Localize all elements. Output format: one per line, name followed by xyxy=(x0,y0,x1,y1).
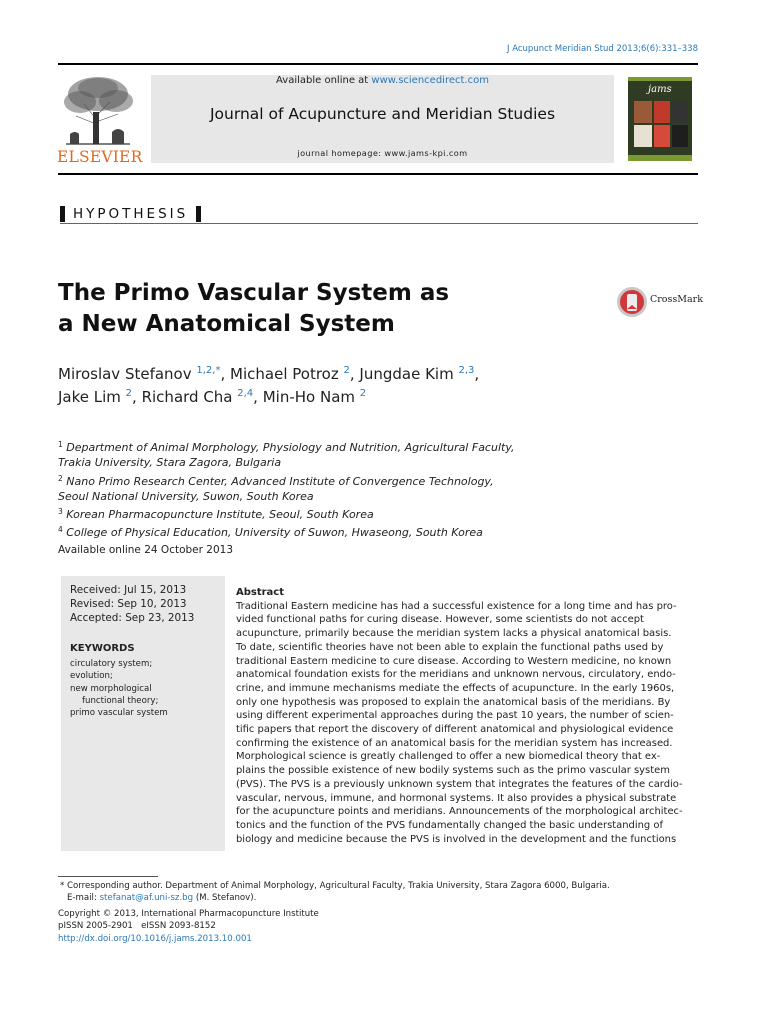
author-separator: , xyxy=(253,388,263,406)
header-bottom-rule xyxy=(58,173,698,175)
affiliation-line xyxy=(58,522,514,540)
journal-banner xyxy=(151,75,614,163)
affiliation-text: Korean Pharmacopuncture Institute, Seoul, South Korea xyxy=(66,508,374,522)
author-separator: , xyxy=(132,388,142,406)
keyword: primo vascular system xyxy=(70,708,168,719)
affiliation-text: Seoul National University, Suwon, South Korea xyxy=(58,489,314,503)
article-info-sidebar xyxy=(61,576,225,851)
keywords-heading: KEYWORDS xyxy=(70,643,135,654)
author-affiliation-marker[interactable]: 2,3 xyxy=(458,365,475,376)
author-affiliation-marker[interactable]: 2 xyxy=(359,388,367,399)
keyword: evolution; xyxy=(70,671,113,682)
abstract-line: tonics and the function of the PVS fundamentally changed the basic understanding of xyxy=(236,819,663,831)
affiliation-text: College of Physical Education, University of Suwon, Hwaseong, South Korea xyxy=(66,526,483,540)
affiliation-line xyxy=(58,455,514,470)
abstract-line: for the acupuncture points and meridians. Announcements of the morphological architec- xyxy=(236,806,683,818)
abstract-line: Traditional Eastern medicine has had a successful existence for a long time and has pro- xyxy=(236,600,677,612)
journal-homepage[interactable]: journal homepage: www.jams-kpi.com xyxy=(297,148,468,158)
abstract-line: only one hypothesis was proposed to explain the anatomical basis of the meridians. By xyxy=(236,696,671,708)
article-type-rule xyxy=(60,223,698,224)
abstract-line: plains the possible existence of new bodily systems such as the primo vascular system xyxy=(236,765,670,777)
email-prefix: E-mail: xyxy=(67,893,100,904)
journal-cover-thumbnail xyxy=(628,77,692,161)
article-title xyxy=(58,278,449,340)
affiliation-line xyxy=(58,489,514,504)
journal-citation: J Acupunct Meridian Stud 2013;6(6):331–338 xyxy=(506,44,698,54)
abstract-line: To date, scientific theories have not been able to explain the functional paths used by xyxy=(236,641,664,653)
abstract-line: using different experimental approaches during the past 10 years, the number of scien- xyxy=(236,710,674,722)
author-name: Richard Cha xyxy=(141,388,238,406)
abstract-line: confirming the existence of an anatomical basis for the meridian system has increased. xyxy=(236,737,673,749)
abstract-line: vascular, nervous, immune, and hormonal systems. It also provides a physical substrate xyxy=(236,792,677,804)
copyright-block xyxy=(58,908,319,945)
author-line-1 xyxy=(58,361,479,384)
title-line-1: The Primo Vascular System as xyxy=(58,280,450,306)
affiliation-number: 2 xyxy=(58,473,63,483)
corresponding-author-note xyxy=(60,880,610,905)
copyright-line: Copyright © 2013, International Pharmacopuncture Institute xyxy=(58,909,319,919)
title-line-2: a New Anatomical System xyxy=(58,311,395,337)
affiliation-list xyxy=(58,437,514,541)
affiliation-number: 4 xyxy=(58,525,63,535)
article-history xyxy=(70,583,194,625)
sciencedirect-link[interactable]: www.sciencedirect.com xyxy=(371,75,489,86)
author-affiliation-marker[interactable]: 2 xyxy=(343,365,350,376)
author-name: Miroslav Stefanov xyxy=(58,365,197,383)
elsevier-wordmark: ELSEVIER xyxy=(57,148,143,166)
author-affiliation-marker[interactable]: 2,4 xyxy=(237,388,254,399)
journal-title: Journal of Acupuncture and Meridian Studies xyxy=(209,105,556,123)
author-separator: , xyxy=(220,365,231,383)
keyword: functional theory; xyxy=(82,695,159,706)
keyword: new morphological xyxy=(70,683,152,694)
crossmark-label[interactable]: CrossMark xyxy=(650,294,703,305)
author-line-2 xyxy=(58,384,479,407)
article-type-label: HYPOTHESIS xyxy=(60,206,201,222)
affiliation-line xyxy=(58,471,514,489)
article-type-banner xyxy=(60,206,698,224)
abstract-line: Morphological science is greatly challenged to offer a new biomedical theory that ex- xyxy=(236,751,661,763)
issn-line: pISSN 2005-2901 eISSN 2093-8152 xyxy=(58,921,216,932)
abstract-line: (PVS). The PVS is a previously unknown system that integrates the features of the cardio- xyxy=(236,778,683,790)
affiliation-text: Department of Animal Morphology, Physiology and Nutrition, Agricultural Faculty, xyxy=(66,441,515,454)
cover-label: jams xyxy=(648,84,672,95)
email-suffix: (M. Stefanov). xyxy=(193,893,257,904)
abstract-line: traditional Eastern medicine to cure disease. According to Western medicine, no known xyxy=(236,655,672,667)
email-line xyxy=(60,892,610,904)
affiliation-text: Trakia University, Stara Zagora, Bulgaria xyxy=(58,456,282,470)
abstract xyxy=(236,586,698,846)
affiliation-number: 1 xyxy=(58,440,63,449)
corresponding-author: * Corresponding author. Department of Animal Morphology, Agricultural Faculty, Trakia University, Stara Zagora 6000, Bulgaria. xyxy=(60,881,610,891)
email-link[interactable]: stefanat@af.uni-sz.bg xyxy=(99,893,194,904)
received-date: Received: Jul 15, 2013 xyxy=(70,584,187,596)
keyword: circulatory system; xyxy=(70,659,153,669)
author-affiliation-marker[interactable]: 1,2,* xyxy=(196,365,221,376)
abstract-line: crine, and immune mechanisms mediate the effects of acupuncture. In the early 1960s, xyxy=(236,682,675,694)
author-name: Min-Ho Nam xyxy=(262,388,360,406)
author-separator: , xyxy=(349,365,360,383)
affiliation-line xyxy=(58,437,514,455)
abstract-body xyxy=(236,600,698,847)
abstract-line: anatomical foundation exists for the meridians and unknown nervous, circulatory, endo- xyxy=(236,669,676,681)
abstract-line: vided functional paths for curing disease. However, some scientists do not accept xyxy=(236,614,644,626)
affiliation-number: 3 xyxy=(58,507,63,517)
author-affiliation-marker[interactable]: 2 xyxy=(125,388,133,399)
author-name: Jungdae Kim xyxy=(359,365,459,383)
abstract-line: biology and medicine because the PVS is involved in the development and the functions xyxy=(236,833,677,845)
available-online-line xyxy=(151,75,614,86)
accepted-date: Accepted: Sep 23, 2013 xyxy=(70,612,195,624)
available-prefix: Available online at xyxy=(276,75,372,86)
revised-date: Revised: Sep 10, 2013 xyxy=(70,598,187,610)
affiliation-line xyxy=(58,504,514,522)
author-list xyxy=(58,361,479,407)
header-top-rule xyxy=(58,63,698,65)
author-name: Jake Lim xyxy=(58,388,126,406)
abstract-line: acupuncture, primarily because the meridian system lacks a physical anatomical basis. xyxy=(236,628,672,640)
available-online-date: Available online 24 October 2013 xyxy=(58,544,234,556)
abstract-line: tific papers that report the discovery of different anatomical and physiological evidence xyxy=(236,724,674,736)
affiliation-text: Nano Primo Research Center, Advanced Institute of Convergence Technology, xyxy=(66,474,494,488)
abstract-heading: Abstract xyxy=(236,587,285,598)
author-name: Michael Potroz xyxy=(230,365,344,383)
doi-link[interactable]: http://dx.doi.org/10.1016/j.jams.2013.10.001 xyxy=(58,933,252,944)
footnote-rule xyxy=(58,876,158,877)
author-separator: , xyxy=(474,365,480,383)
keywords-list xyxy=(70,658,168,719)
